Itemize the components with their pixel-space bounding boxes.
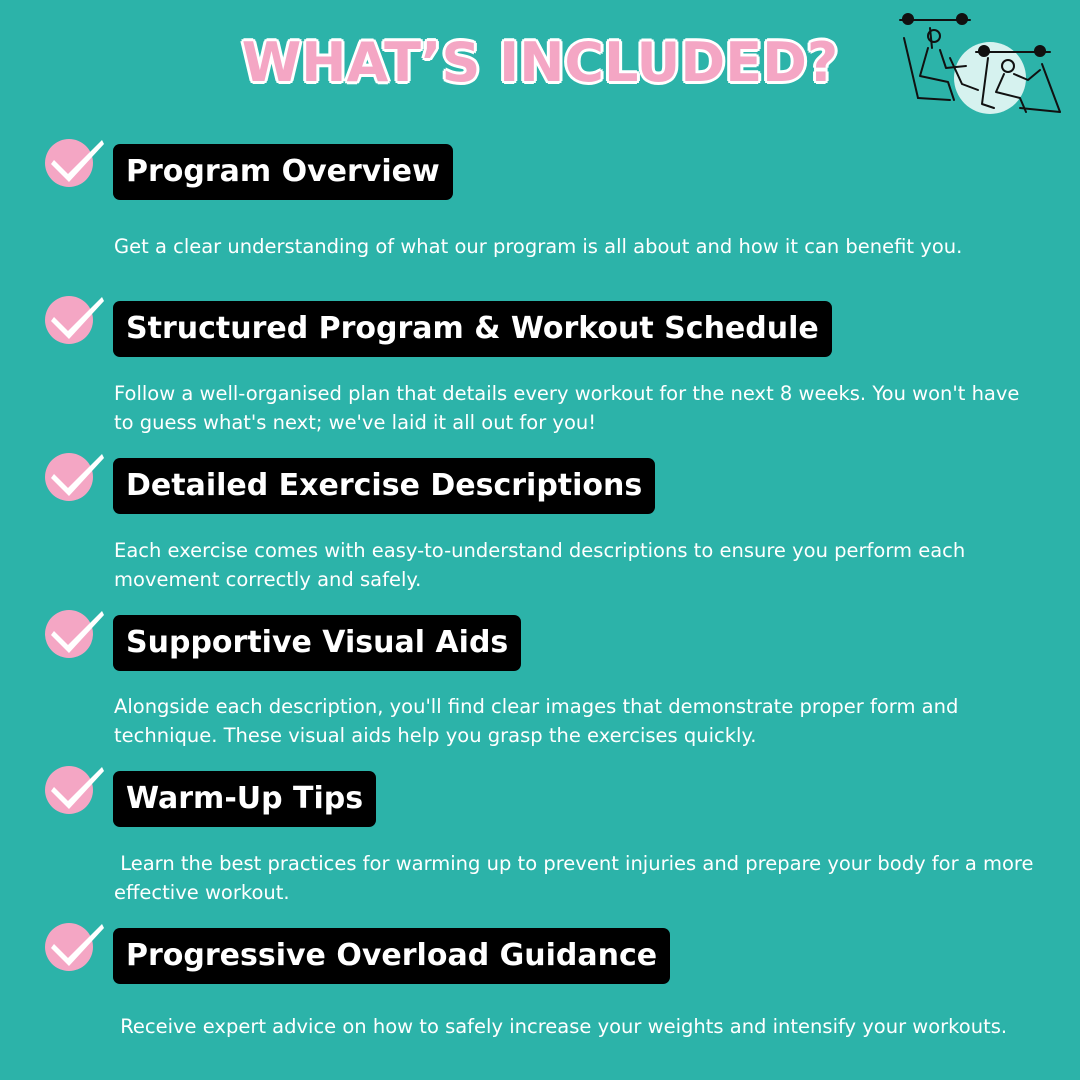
item-heading: Structured Program & Workout Schedule bbox=[113, 301, 832, 357]
pink-circle-checkmark-icon bbox=[44, 291, 110, 347]
pink-circle-checkmark-icon bbox=[44, 605, 110, 661]
item-description: Learn the best practices for warming up to prevent injuries and prepare your body for a more effective workout. bbox=[114, 852, 1040, 904]
page-title: WHAT’S INCLUDED? bbox=[241, 31, 839, 94]
item-description: Follow a well-organised plan that details every workout for the next 8 weeks. You won't have to guess what's next; we've laid it all out for you! bbox=[114, 382, 1026, 434]
item-description: Get a clear understanding of what our program is all about and how it can benefit you. bbox=[114, 235, 963, 258]
item-description: Each exercise comes with easy-to-understand descriptions to ensure you perform each movement correctly and safely. bbox=[114, 539, 972, 591]
item-heading: Progressive Overload Guidance bbox=[113, 928, 670, 984]
pink-circle-checkmark-icon bbox=[44, 918, 110, 974]
pink-circle-checkmark-icon bbox=[44, 761, 110, 817]
item-heading: Program Overview bbox=[113, 144, 453, 200]
item-heading: Detailed Exercise Descriptions bbox=[113, 458, 655, 514]
bench-press-illustration bbox=[890, 8, 1070, 120]
pink-circle-checkmark-icon bbox=[44, 448, 110, 504]
item-heading: Supportive Visual Aids bbox=[113, 615, 521, 671]
item-description: Receive expert advice on how to safely increase your weights and intensify your workouts. bbox=[114, 1015, 1008, 1038]
pink-circle-checkmark-icon bbox=[44, 134, 110, 190]
item-description: Alongside each description, you'll find clear images that demonstrate proper form and technique. These visual aids help you grasp the exercises quickly. bbox=[114, 695, 965, 747]
item-heading: Warm-Up Tips bbox=[113, 771, 376, 827]
